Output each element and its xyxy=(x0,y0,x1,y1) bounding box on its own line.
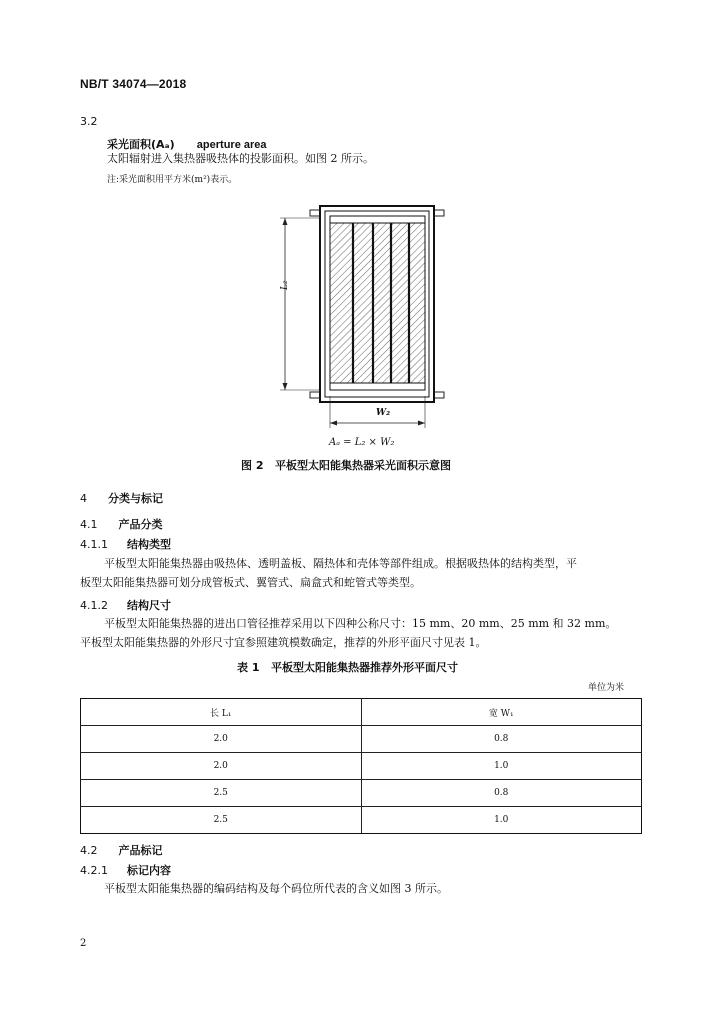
section-4-heading xyxy=(80,490,163,506)
section-number-3-2: 3.2 xyxy=(80,115,98,128)
paragraph-line: 板型太阳能集热器可划分成管板式、翼管式、扁盒式和蛇管式等类型。 xyxy=(80,576,421,589)
label-length: L₂ xyxy=(280,280,290,290)
bottom-header-pipe xyxy=(330,383,425,390)
table-cell: 2.5 xyxy=(81,807,362,834)
term-chinese: 采光面积(Aₐ) xyxy=(107,138,175,151)
standard-number: NB/T 34074—2018 xyxy=(80,77,187,91)
inlet-pipe-stub xyxy=(310,210,320,216)
top-header-pipe xyxy=(330,216,425,223)
section-title: 标记内容 xyxy=(127,864,171,877)
section-4-2-1-heading xyxy=(80,862,171,878)
table-1-caption: 表 1 平板型太阳能集热器推荐外形平面尺寸 xyxy=(237,661,458,674)
section-number: 4.2 xyxy=(80,844,98,857)
term-note: 注:采光面积用平方米(m²)表示。 xyxy=(107,175,238,185)
paragraph-line: 平板型太阳能集热器的外形尺寸宜参照建筑模数确定，推荐的外形平面尺寸见表 1。 xyxy=(80,636,487,649)
paragraph-line: 平板型太阳能集热器的进出口管径推荐采用以下四种公称尺寸：15 mm、20 mm、25 mm 和 32 mm。 xyxy=(104,617,617,630)
table-header-row xyxy=(81,699,642,726)
area-formula: Aₐ = L₂ × W₂ xyxy=(329,437,395,448)
label-width: W₂ xyxy=(376,408,391,418)
section-title: 产品标记 xyxy=(118,844,163,857)
table-cell: 2.0 xyxy=(81,753,362,780)
term-heading xyxy=(107,133,267,152)
section-title: 产品分类 xyxy=(118,518,163,531)
table-row xyxy=(81,753,642,780)
section-title: 结构类型 xyxy=(127,538,171,551)
table-cell: 2.0 xyxy=(81,726,362,753)
paragraph-line: 平板型太阳能集热器的编码结构及每个码位所代表的含义如图 3 所示。 xyxy=(104,882,448,895)
term-definition: 太阳辐射进入集热器吸热体的投影面积。如图 2 所示。 xyxy=(107,152,374,165)
table-1 xyxy=(80,698,642,834)
figure-2-diagram xyxy=(270,198,470,462)
section-number: 4.1 xyxy=(80,518,98,531)
table-cell: 1.0 xyxy=(361,753,642,780)
section-title: 结构尺寸 xyxy=(127,599,171,612)
section-title: 分类与标记 xyxy=(108,492,163,505)
figure-2-caption: 图 2 平板型太阳能集热器采光面积示意图 xyxy=(241,459,451,472)
absorber-plate xyxy=(330,218,425,388)
section-number: 4.1.1 xyxy=(80,538,108,551)
section-4-1-1-heading xyxy=(80,536,171,552)
outlet-pipe-stub xyxy=(310,392,320,398)
section-number: 4.2.1 xyxy=(80,864,108,877)
table-cell: 1.0 xyxy=(361,807,642,834)
section-4-1-heading xyxy=(80,516,163,532)
table-unit: 单位为米 xyxy=(588,683,625,693)
table-row xyxy=(81,780,642,807)
table-cell: 2.5 xyxy=(81,780,362,807)
table-header-cell: 宽 W₁ xyxy=(361,699,642,726)
section-4-1-2-heading xyxy=(80,597,171,613)
term-english: aperture area xyxy=(196,139,267,151)
table-row xyxy=(81,726,642,753)
table-cell: 0.8 xyxy=(361,726,642,753)
paragraph-line: 平板型太阳能集热器由吸热体、透明盖板、隔热体和壳体等部件组成。根据吸热体的结构类型，平 xyxy=(104,557,577,570)
table-row xyxy=(81,807,642,834)
page-number: 2 xyxy=(80,938,87,949)
table-header-cell: 长 L₁ xyxy=(81,699,362,726)
section-4-2-heading xyxy=(80,842,163,858)
section-number: 4 xyxy=(80,492,87,505)
section-number: 4.1.2 xyxy=(80,599,108,612)
table-cell: 0.8 xyxy=(361,780,642,807)
